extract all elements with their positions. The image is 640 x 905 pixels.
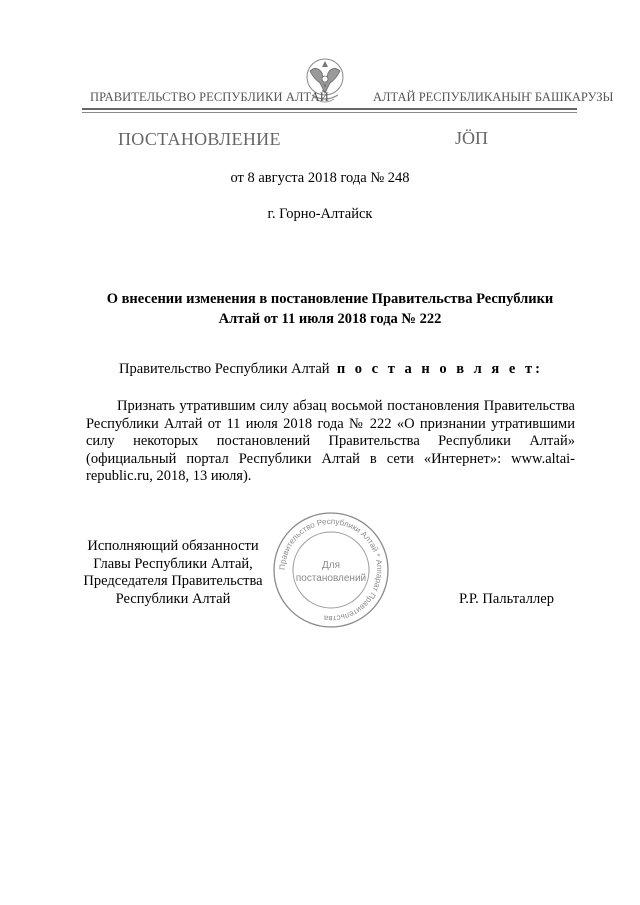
position-line: Председателя Правительства bbox=[83, 573, 263, 589]
signatory-name: Р.Р. Пальталлер bbox=[459, 591, 554, 607]
position-line: Республики Алтай bbox=[115, 590, 231, 607]
city: г. Горно-Алтайск bbox=[267, 206, 373, 222]
doc-type-alt: ЈӦП bbox=[455, 128, 489, 148]
preamble-verb: п о с т а н о в л я е т: bbox=[336, 361, 543, 377]
header-divider-thin bbox=[82, 112, 577, 113]
stamp-ring-text: Правительство Республики Алтай * Аппарат Правительства bbox=[277, 516, 385, 624]
header-divider bbox=[82, 108, 577, 110]
signatory-position bbox=[75, 538, 271, 608]
official-stamp bbox=[271, 510, 391, 630]
stamp-center-line: постановлений bbox=[295, 573, 367, 584]
position-line: Исполняющий обязанности bbox=[87, 538, 259, 554]
date-number: от 8 августа 2018 года № 248 bbox=[230, 170, 410, 186]
stamp-center-line: Для bbox=[321, 560, 341, 571]
header-org-ru: ПРАВИТЕЛЬСТВО РЕСПУБЛИКИ АЛТАЙ bbox=[90, 90, 329, 104]
position-line: Главы Республики Алтай, bbox=[93, 555, 253, 572]
preamble-text: Правительство Республики Алтай bbox=[119, 361, 330, 377]
document-title: О внесении изменения в постановление Правительства Республики Алтай от 11 июля 2018 года № 222 bbox=[106, 291, 554, 327]
doc-type-ru: ПОСТАНОВЛЕНИЕ bbox=[118, 129, 281, 149]
body-paragraph: Признать утратившим силу абзац восьмой постановления Правительства Республики Алтай от 11 июля 2018 года № 222 «О признании утратившими силу некоторых постановлений Правительства Республики Алтай» (официальный портал Республики Алтай в сети «Интернет»: www.altai-republic.ru, 2018, 13 июля). bbox=[86, 398, 575, 484]
header-org-alt: АЛТАЙ РЕСПУБЛИКАНЫҤ БАШКАРУЗЫ bbox=[373, 90, 614, 104]
preamble bbox=[119, 361, 543, 378]
